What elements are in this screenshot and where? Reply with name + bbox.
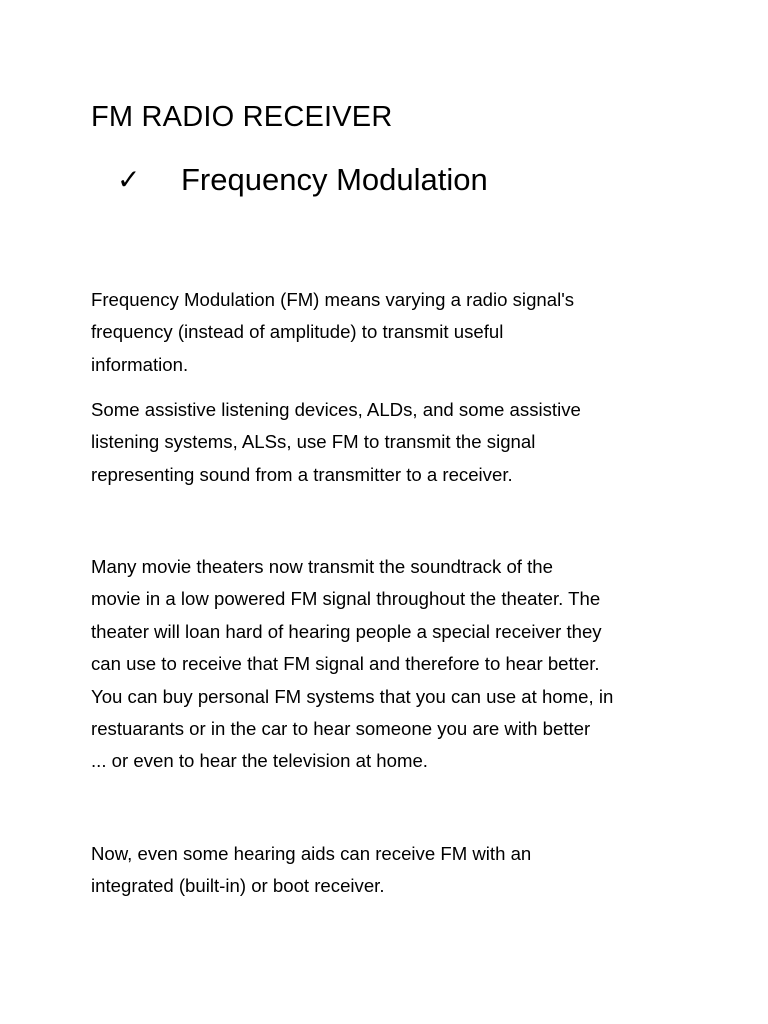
paragraph-line: representing sound from a transmitter to a receiver.: [91, 463, 513, 485]
paragraph-line: information.: [91, 353, 189, 375]
document-title: FM RADIO RECEIVER: [91, 101, 393, 133]
paragraph-line: ... or even to hear the television at home.: [91, 750, 428, 772]
paragraph-line: frequency (instead of amplitude) to transmit useful: [91, 321, 504, 343]
paragraph-line: movie in a low powered FM signal throughout the theater. The: [91, 588, 601, 610]
paragraph-line: You can buy personal FM systems that you can use at home, in: [91, 685, 614, 707]
paragraph-line: Some assistive listening devices, ALDs, and some assistive: [91, 399, 581, 420]
paragraph-line: Many movie theaters now transmit the soundtrack of the: [91, 556, 553, 577]
paragraph-fm-definition: [91, 284, 691, 381]
paragraph-assistive-devices: [91, 394, 691, 491]
paragraph-line: Now, even some hearing aids can receive FM with an: [91, 843, 532, 864]
paragraph-line: theater will loan hard of hearing people a special receiver they: [91, 620, 602, 642]
paragraph-line: listening systems, ALSs, use FM to transmit the signal: [91, 431, 536, 453]
paragraph-line: integrated (built-in) or boot receiver.: [91, 875, 385, 897]
paragraph-line: Frequency Modulation (FM) means varying a radio signal's: [91, 289, 575, 310]
section-heading-text: Frequency Modulation: [181, 162, 488, 197]
checkmark-icon: ✓: [117, 163, 141, 196]
paragraph-movie-theaters: [91, 551, 691, 778]
paragraph-line: restuarants or in the car to hear someone you are with better: [91, 718, 591, 740]
paragraph-line: can use to receive that FM signal and therefore to hear better.: [91, 653, 600, 675]
paragraph-hearing-aids: [91, 838, 691, 903]
